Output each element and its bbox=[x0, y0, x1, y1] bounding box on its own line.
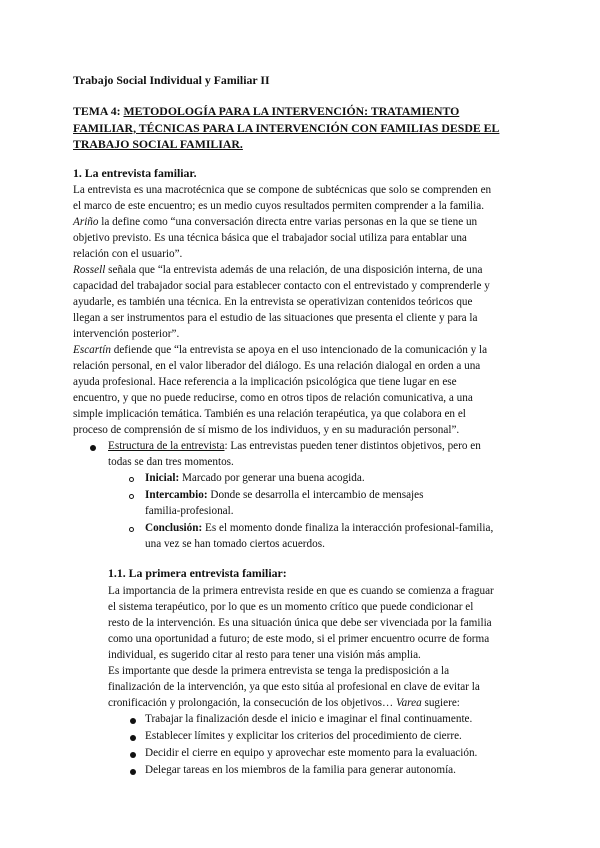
text-span: cronificación y prolongación, la consecución de los objetivos… bbox=[108, 697, 396, 709]
text-line: encuentro, y que no puede reducirse, como en otros tipos de relación comunicativa, a una bbox=[73, 392, 473, 404]
text-line: familia-profesional. bbox=[145, 505, 234, 517]
text-line bbox=[145, 487, 423, 503]
text-line bbox=[73, 342, 543, 358]
text-line: ayuda profesional. Hace referencia a la implicación psicológica que tiene lugar en ese bbox=[73, 376, 457, 388]
section-1-heading: 1. La entrevista familiar. bbox=[73, 166, 197, 180]
text-line: finalización de la intervención, ya que esto sitúa al profesional en clave de evitar la bbox=[108, 681, 480, 693]
text-span: Es el momento donde finaliza la interacción profesional-familia, bbox=[202, 522, 494, 534]
section-1-1-body bbox=[108, 583, 548, 711]
text-line: intervención posterior”. bbox=[73, 328, 180, 340]
text-line: capacidad del trabajador social para establecer contacto con el entrevistado y comprenderle y bbox=[73, 280, 490, 292]
text-span: Donde se desarrolla el intercambio de mensajes bbox=[207, 489, 424, 501]
text-line: La entrevista es una macrotécnica que se compone de subtécnicas que solo se comprenden en bbox=[73, 184, 492, 196]
tema-line-3: TRABAJO SOCIAL FAMILIAR. bbox=[73, 137, 243, 151]
bullet-icon bbox=[130, 735, 136, 741]
list-item: Establecer límites y explicitar los criterios del procedimiento de cierre. bbox=[145, 730, 462, 742]
moment-conclusion bbox=[145, 520, 493, 552]
estructura-label: Estructura de la entrevista bbox=[108, 440, 225, 452]
moment-term: Intercambio: bbox=[145, 489, 208, 501]
text-line: una vez se han tomado ciertos acuerdos. bbox=[145, 538, 325, 550]
text-line bbox=[108, 695, 548, 711]
text-span: : Las entrevistas pueden tener distintos objetivos, pero en bbox=[224, 440, 481, 452]
text-line: como una oportunidad a futuro; de este modo, si el primer encuentro ocurre de forma bbox=[108, 633, 490, 645]
tema-title bbox=[73, 103, 543, 153]
text-line: llegan a ser instrumentos para el estudio de las situaciones que presenta el cliente y para la bbox=[73, 312, 478, 324]
estructura-item bbox=[108, 438, 481, 470]
text-span: Marcado por generar una buena acogida. bbox=[179, 472, 365, 484]
bullet-icon bbox=[90, 445, 96, 451]
author-varea: Varea bbox=[396, 697, 422, 709]
text-span: sugiere: bbox=[421, 697, 460, 709]
text-line: relación con el usuario”. bbox=[73, 248, 183, 260]
tema-line-1: METODOLOGÍA PARA LA INTERVENCIÓN: TRATAMIENTO bbox=[123, 104, 460, 118]
text-line: relación personal, en el valor liberador del diálogo. Es una relación dialogal en orden a una bbox=[73, 360, 481, 372]
text-line bbox=[108, 438, 481, 454]
bullet-icon bbox=[130, 769, 136, 775]
text-line bbox=[73, 214, 543, 230]
list-item: Trabajar la finalización desde el inicio e imaginar el final continuamente. bbox=[145, 713, 473, 725]
text-line bbox=[73, 262, 543, 278]
moment-intercambio bbox=[145, 487, 423, 519]
text-line: individual, es sugerido citar al resto para tener una visión más amplia. bbox=[108, 649, 421, 661]
moment-term: Conclusión: bbox=[145, 522, 203, 534]
author-rossell: Rossell bbox=[73, 264, 106, 276]
course-title: Trabajo Social Individual y Familiar II bbox=[73, 73, 270, 87]
text-span: defiende que “la entrevista se apoya en el uso intencionado de la comunicación y la bbox=[110, 344, 488, 356]
section-1-body bbox=[73, 182, 543, 438]
tema-line-2: FAMILIAR, TÉCNICAS PARA LA INTERVENCIÓN CON FAMILIAS DESDE EL bbox=[73, 120, 500, 135]
section-1-1-heading: 1.1. La primera entrevista familiar: bbox=[108, 566, 287, 580]
moment-term: Inicial: bbox=[145, 472, 180, 484]
text-line: resto de la intervención. Es una situación única que debe ser vivenciada por la familia bbox=[108, 617, 492, 629]
text-line: todas se dan tres momentos. bbox=[108, 456, 234, 468]
tema-prefix: TEMA 4: bbox=[73, 104, 124, 118]
text-line: el sistema terapéutico, por lo que es un momento crítico que puede condicionar el bbox=[108, 601, 474, 613]
author-arino: Ariño bbox=[73, 216, 99, 228]
text-line: el marco de este encuentro; es un medio cuyos resultados permiten comprender a la familia. bbox=[73, 200, 484, 212]
bullet-icon bbox=[130, 752, 136, 758]
list-item: Decidir el cierre en equipo y aprovechar este momento para la evaluación. bbox=[145, 747, 478, 759]
circle-bullet-icon bbox=[129, 527, 134, 532]
list-item: Delegar tareas en los miembros de la familia para generar autonomía. bbox=[145, 764, 456, 776]
text-line bbox=[145, 470, 365, 486]
text-line: La importancia de la primera entrevista reside en que es cuando se comienza a fraguar bbox=[108, 585, 494, 597]
text-line: proceso de comprensión de sí mismo de los individuos, y en su maduración personal”. bbox=[73, 424, 460, 436]
text-line: ayudarle, es también una técnica. En la entrevista se operativizan contenidos teóricos que bbox=[73, 296, 473, 308]
circle-bullet-icon bbox=[129, 477, 134, 482]
circle-bullet-icon bbox=[129, 494, 134, 499]
text-span: señala que “la entrevista además de una relación, de una disposición interna, de una bbox=[105, 264, 483, 276]
text-line bbox=[145, 520, 493, 536]
bullet-icon bbox=[130, 718, 136, 724]
text-line: simple implicación temática. También es una relación terapéutica, ya que colabora en el bbox=[73, 408, 466, 420]
text-line: objetivo previsto. Es una técnica básica que el trabajador social utiliza para entablar una bbox=[73, 232, 467, 244]
author-escartin: Escartín bbox=[73, 344, 111, 356]
moment-inicial bbox=[145, 470, 365, 486]
text-span: la define como “una conversación directa entre varias personas en la que se tiene un bbox=[98, 216, 478, 228]
text-line: Es importante que desde la primera entrevista se tenga la predisposición a la bbox=[108, 665, 450, 677]
